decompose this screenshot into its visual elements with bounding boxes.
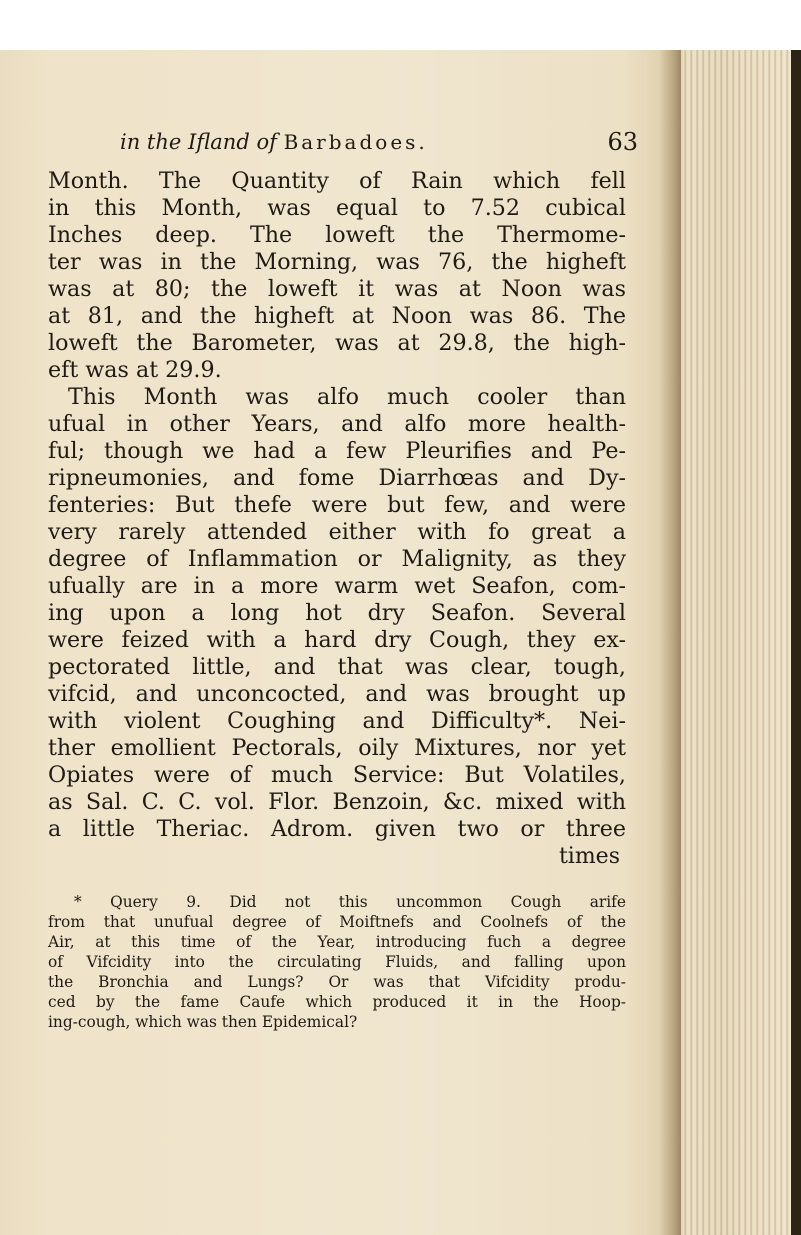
footnote-line: Air, at this time of the Year, introducing fuch a degree [48,933,626,951]
running-head-title: in the Ifland of [120,130,277,154]
gutter-shadow [659,50,683,1235]
body-line: as Sal. C. C. vol. Flor. Benzoin, &c. mixed with [48,789,626,815]
footnote-line: * Query 9. Did not this uncommon Cough arife [74,893,626,911]
body-line: ufually are in a more warm wet Seafon, com- [48,573,626,599]
body-line: Opiates were of much Service: But Volatiles, [48,762,626,788]
footnote-line: ing-cough, which was then Epidemical? [48,1013,358,1031]
body-line: vifcid, and unconcocted, and was brought up [48,681,626,707]
body-line: very rarely attended either with fo great a [48,519,626,545]
body-line: with violent Coughing and Difficulty*. Nei- [48,708,626,734]
footnote [48,892,626,1032]
footnote-line: ced by the fame Caufe which produced it in the Hoop- [48,993,626,1011]
body-line: ful; though we had a few Pleurifies and Pe- [48,438,626,464]
text-block [48,128,638,1032]
body-line: loweft the Barometer, was at 29.8, the high- [48,330,626,356]
page-number: 63 [607,128,638,156]
body-line: eft was at 29.9. [48,357,222,383]
book-page [0,50,801,1235]
body-line: in this Month, was equal to 7.52 cubical [48,195,626,221]
footnote-line: the Bronchia and Lungs? Or was that Vifcidity produ- [48,973,626,991]
body-line: was at 80; the loweft it was at Noon was [48,276,626,302]
body-line: ter was in the Morning, was 76, the higheft [48,249,626,275]
body-line: ufual in other Years, and alfo more health- [48,411,626,437]
body-line: ther emollient Pectorals, oily Mixtures, nor yet [48,735,626,761]
body-line: fenteries: But thefe were but few, and were [48,492,626,518]
running-head [48,128,638,168]
body-line: degree of Inflammation or Malignity, as they [48,546,626,572]
body-line: ripneumonies, and fome Diarrhœas and Dy- [48,465,626,491]
book-cover-edge [791,50,801,1235]
body-line: ing upon a long hot dry Seafon. Several [48,600,626,626]
body-line: at 81, and the higheft at Noon was 86. The [48,303,626,329]
body-line: pectorated little, and that was clear, tough, [48,654,626,680]
body-text [48,168,626,870]
body-line: Inches deep. The loweft the Thermome- [48,222,626,248]
page-edges [681,50,801,1235]
body-line: Month. The Quantity of Rain which fell [48,168,626,194]
body-line: This Month was alfo much cooler than [68,384,626,410]
running-head-place: Barbadoes. [283,130,428,154]
catchword: times [558,844,620,869]
body-line: were feized with a hard dry Cough, they ex- [48,627,626,653]
footnote-line: of Vifcidity into the circulating Fluids, and falling upon [48,953,626,971]
footnote-line: from that unufual degree of Moiftnefs and Coolnefs of the [48,913,626,931]
body-line: a little Theriac. Adrom. given two or three [48,816,626,842]
